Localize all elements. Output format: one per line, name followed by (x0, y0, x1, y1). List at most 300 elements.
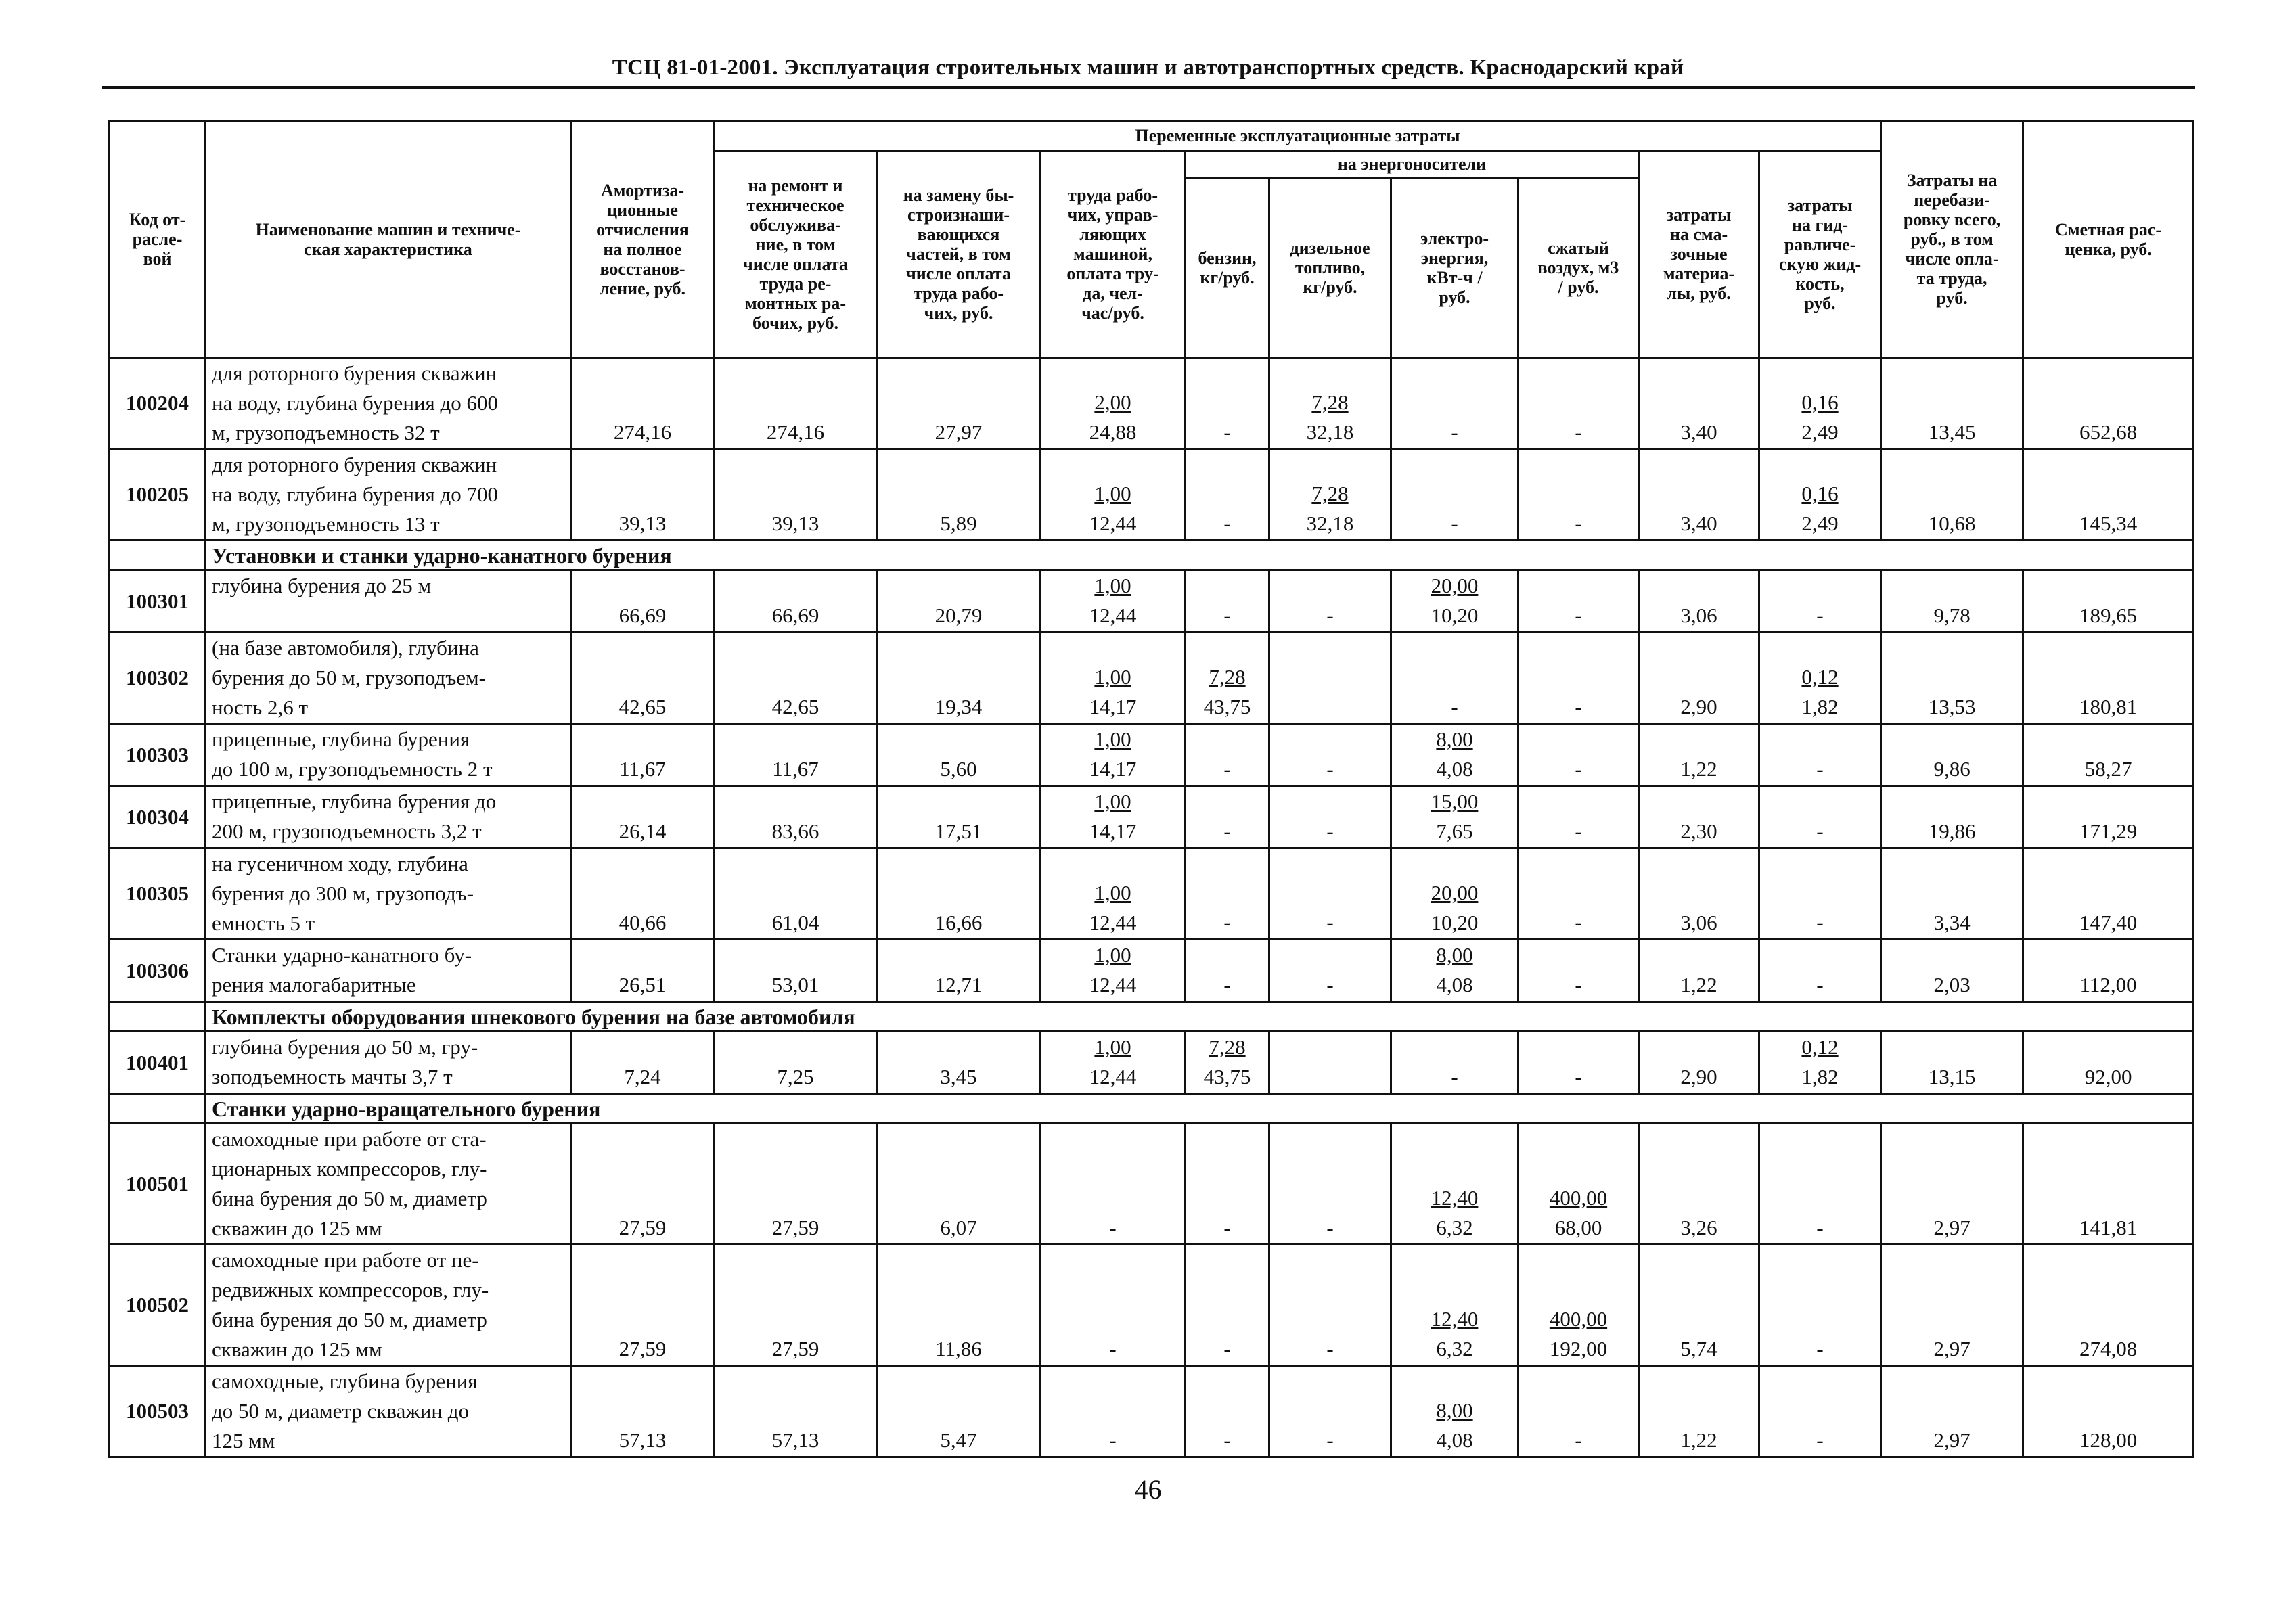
compressed-air-value-cost: 192,00 (1549, 1337, 1608, 1361)
document-title: ТСЦ 81-01-2001. Эксплуатация строительных машин и автотранспортных средств. Краснодарский край (612, 55, 1684, 80)
table-row (110, 449, 2194, 541)
section-code-cell (110, 1002, 206, 1032)
electricity-value (1391, 1032, 1518, 1094)
labor-value-cost: - (1109, 1337, 1117, 1361)
diesel-value (1269, 449, 1391, 541)
machine-description: самоходные, глубина бурения до 50 м, диаметр скважин до 125 мм (206, 1366, 571, 1457)
hydraulic-value (1759, 570, 1881, 633)
hydraulic-value-cost: 1,82 (1801, 695, 1839, 718)
section-row (110, 1002, 2194, 1032)
compressed-air-value-cost: 68,00 (1554, 1216, 1602, 1239)
wear-parts-value: 19,34 (877, 633, 1041, 724)
diesel-value-norm: 7,28 (1311, 390, 1349, 414)
hydraulic-value-norm: 0,12 (1801, 1035, 1839, 1059)
petrol-value-cost: - (1223, 511, 1231, 535)
petrol-value (1186, 724, 1269, 786)
rate-value: 128,00 (2023, 1366, 2194, 1457)
compressed-air-value-cost: - (1575, 911, 1582, 934)
labor-value-norm: 1,00 (1094, 727, 1131, 751)
transport-value: 19,86 (1881, 786, 2023, 848)
header-rate: Сметная рас- ценка, руб. (2023, 121, 2194, 358)
electricity-value (1391, 848, 1518, 940)
diesel-value (1269, 786, 1391, 848)
lubricants-value: 2,30 (1639, 786, 1759, 848)
electricity-value-cost: - (1451, 511, 1458, 535)
repair-value: 11,67 (715, 724, 877, 786)
amortization-value: 66,69 (571, 570, 715, 633)
electricity-value (1391, 940, 1518, 1002)
compressed-air-value (1518, 940, 1639, 1002)
section-heading: Комплекты оборудования шнекового бурения на базе автомобиля (206, 1002, 2194, 1032)
hydraulic-value-cost: - (1816, 973, 1824, 997)
labor-value-norm: 1,00 (1094, 665, 1131, 689)
petrol-value (1186, 570, 1269, 633)
hydraulic-value-norm: 0,16 (1801, 482, 1839, 505)
machine-code: 100501 (110, 1124, 206, 1245)
machine-code: 100204 (110, 358, 206, 449)
section-code-cell (110, 1094, 206, 1124)
petrol-value-cost: 43,75 (1203, 1065, 1251, 1089)
diesel-value (1269, 570, 1391, 633)
labor-value-norm: 2,00 (1094, 390, 1131, 414)
machine-description: для роторного бурения скважин на воду, глубина бурения до 700 м, грузоподъемность 13 т (206, 449, 571, 541)
labor-value-cost: 12,44 (1089, 973, 1137, 997)
diesel-value (1269, 724, 1391, 786)
electricity-value-cost: 4,08 (1436, 1428, 1473, 1452)
header-code: Код от- расле- вой (110, 121, 206, 358)
electricity-value (1391, 449, 1518, 541)
machine-description: самоходные при работе от ста- ционарных компрессоров, глу- бина бурения до 50 м, диаметр скважин до 125 мм (206, 1124, 571, 1245)
machine-code: 100302 (110, 633, 206, 724)
hydraulic-value-norm: 0,12 (1801, 665, 1839, 689)
machine-code: 100502 (110, 1245, 206, 1366)
diesel-value-cost: - (1326, 757, 1334, 781)
header-hydraulic: затраты на гид- равличе- скую жид- кость, руб. (1759, 151, 1881, 358)
transport-value: 2,97 (1881, 1124, 2023, 1245)
electricity-value-norm: 8,00 (1436, 943, 1473, 967)
diesel-value-cost: - (1326, 1337, 1334, 1361)
repair-value: 27,59 (715, 1124, 877, 1245)
electricity-value (1391, 786, 1518, 848)
petrol-value (1186, 1124, 1269, 1245)
diesel-value-norm: 7,28 (1311, 482, 1349, 505)
machine-description: на гусеничном ходу, глубина бурения до 300 м, грузоподъ- емность 5 т (206, 848, 571, 940)
diesel-value (1269, 1032, 1391, 1094)
repair-value: 27,59 (715, 1245, 877, 1366)
diesel-value-cost: - (1326, 819, 1334, 843)
petrol-value (1186, 786, 1269, 848)
diesel-value-cost: 32,18 (1306, 420, 1354, 444)
hydraulic-value (1759, 358, 1881, 449)
compressed-air-value (1518, 1245, 1639, 1366)
header-repair: на ремонт и техническое обслужива- ние, в том числе оплата труда ре- монтных ра- бочих, руб. (715, 151, 877, 358)
hydraulic-value-cost: - (1816, 1216, 1824, 1239)
labor-value (1041, 940, 1186, 1002)
repair-value: 61,04 (715, 848, 877, 940)
labor-value (1041, 848, 1186, 940)
amortization-value: 57,13 (571, 1366, 715, 1457)
header-petrol: бензин, кг/руб. (1186, 178, 1269, 358)
lubricants-value: 3,26 (1639, 1124, 1759, 1245)
wear-parts-value: 5,60 (877, 724, 1041, 786)
rate-value: 92,00 (2023, 1032, 2194, 1094)
lubricants-value: 5,74 (1639, 1245, 1759, 1366)
amortization-value: 274,16 (571, 358, 715, 449)
header-variable-costs: Переменные эксплуатационные затраты (715, 121, 1881, 151)
wear-parts-value: 17,51 (877, 786, 1041, 848)
hydraulic-value (1759, 1032, 1881, 1094)
wear-parts-value: 5,47 (877, 1366, 1041, 1457)
labor-value-cost: 14,17 (1089, 757, 1137, 781)
lubricants-value: 3,06 (1639, 848, 1759, 940)
petrol-value-cost: - (1223, 420, 1231, 444)
electricity-value-norm: 15,00 (1431, 790, 1479, 813)
hydraulic-value (1759, 449, 1881, 541)
rate-value: 171,29 (2023, 786, 2194, 848)
transport-value: 13,53 (1881, 633, 2023, 724)
compressed-air-value-norm: 400,00 (1549, 1186, 1608, 1210)
compressed-air-value-cost: - (1575, 757, 1582, 781)
labor-value-cost: 14,17 (1089, 819, 1137, 843)
labor-value-cost: 14,17 (1089, 695, 1137, 718)
electricity-value-cost: - (1451, 1065, 1458, 1089)
petrol-value-cost: - (1223, 1428, 1231, 1452)
compressed-air-value-cost: - (1575, 603, 1582, 627)
labor-value-norm: 1,00 (1094, 881, 1131, 905)
lubricants-value: 2,90 (1639, 1032, 1759, 1094)
hydraulic-value-norm: 0,16 (1801, 390, 1839, 414)
amortization-value: 11,67 (571, 724, 715, 786)
section-row (110, 1094, 2194, 1124)
diesel-value (1269, 848, 1391, 940)
header-lubricants: затраты на сма- зочные материа- лы, руб. (1639, 151, 1759, 358)
labor-value-norm: 1,00 (1094, 943, 1131, 967)
machine-code: 100305 (110, 848, 206, 940)
diesel-value-cost: - (1326, 1216, 1334, 1239)
petrol-value (1186, 449, 1269, 541)
petrol-value (1186, 358, 1269, 449)
lubricants-value: 1,22 (1639, 940, 1759, 1002)
compressed-air-value (1518, 358, 1639, 449)
hydraulic-value-cost: - (1816, 757, 1824, 781)
compressed-air-value-cost: - (1575, 420, 1582, 444)
transport-value: 3,34 (1881, 848, 2023, 940)
labor-value-norm: 1,00 (1094, 574, 1131, 597)
compressed-air-value-cost: - (1575, 511, 1582, 535)
header-compressed-air: сжатый воздух, м3 / руб. (1518, 178, 1639, 358)
electricity-value (1391, 1245, 1518, 1366)
wear-parts-value: 20,79 (877, 570, 1041, 633)
machine-description: для роторного бурения скважин на воду, глубина бурения до 600 м, грузоподъемность 32 т (206, 358, 571, 449)
machine-description: глубина бурения до 25 м (206, 570, 571, 633)
table-row (110, 1366, 2194, 1457)
electricity-value (1391, 724, 1518, 786)
machine-description: прицепные, глубина бурения до 100 м, грузоподъемность 2 т (206, 724, 571, 786)
hydraulic-value (1759, 724, 1881, 786)
labor-value (1041, 633, 1186, 724)
diesel-value-cost: - (1326, 603, 1334, 627)
table-row (110, 1124, 2194, 1245)
petrol-value-cost: - (1223, 1216, 1231, 1239)
diesel-value-cost: 32,18 (1306, 511, 1354, 535)
transport-value: 13,45 (1881, 358, 2023, 449)
amortization-value: 26,51 (571, 940, 715, 1002)
repair-value: 53,01 (715, 940, 877, 1002)
table-row (110, 940, 2194, 1002)
hydraulic-value-cost: - (1816, 1337, 1824, 1361)
machine-code: 100303 (110, 724, 206, 786)
header-electricity: электро- энергия, кВт-ч / руб. (1391, 178, 1518, 358)
hydraulic-value-cost: 2,49 (1801, 511, 1839, 535)
electricity-value-cost: 10,20 (1431, 911, 1479, 934)
transport-value: 9,78 (1881, 570, 2023, 633)
repair-value: 42,65 (715, 633, 877, 724)
labor-value (1041, 1245, 1186, 1366)
machine-description: прицепные, глубина бурения до 200 м, грузоподъемность 3,2 т (206, 786, 571, 848)
table-row (110, 786, 2194, 848)
labor-value-cost: - (1109, 1428, 1117, 1452)
hydraulic-value (1759, 940, 1881, 1002)
labor-value (1041, 1366, 1186, 1457)
electricity-value-cost: 10,20 (1431, 603, 1479, 627)
table-body (110, 358, 2194, 1457)
hydraulic-value (1759, 633, 1881, 724)
compressed-air-value (1518, 1124, 1639, 1245)
electricity-value-norm: 8,00 (1436, 727, 1473, 751)
diesel-value-cost: - (1326, 911, 1334, 934)
transport-value: 2,97 (1881, 1245, 2023, 1366)
petrol-value (1186, 633, 1269, 724)
table-row (110, 1032, 2194, 1094)
rate-value: 180,81 (2023, 633, 2194, 724)
wear-parts-value: 16,66 (877, 848, 1041, 940)
diesel-value (1269, 940, 1391, 1002)
electricity-value-norm: 20,00 (1431, 574, 1479, 597)
diesel-value-cost: - (1326, 1428, 1334, 1452)
electricity-value-norm: 20,00 (1431, 881, 1479, 905)
petrol-value-norm: 7,28 (1209, 665, 1246, 689)
table-row (110, 848, 2194, 940)
petrol-value (1186, 848, 1269, 940)
diesel-value (1269, 633, 1391, 724)
rate-value: 189,65 (2023, 570, 2194, 633)
petrol-value-cost: - (1223, 757, 1231, 781)
electricity-value (1391, 1124, 1518, 1245)
table-row (110, 570, 2194, 633)
lubricants-value: 2,90 (1639, 633, 1759, 724)
diesel-value (1269, 1366, 1391, 1457)
labor-value (1041, 724, 1186, 786)
electricity-value (1391, 633, 1518, 724)
header-wear-parts: на замену бы- строизнаши- вающихся частей, в том числе оплата труда рабо- чих, руб. (877, 151, 1041, 358)
header-energy: на энергоносители (1186, 151, 1639, 178)
hydraulic-value-cost: - (1816, 911, 1824, 934)
page-number: 46 (1134, 1474, 1162, 1505)
wear-parts-value: 12,71 (877, 940, 1041, 1002)
labor-value (1041, 1032, 1186, 1094)
section-heading: Станки ударно-вращательного бурения (206, 1094, 2194, 1124)
electricity-value-cost: - (1451, 695, 1458, 718)
electricity-value-cost: 7,65 (1436, 819, 1473, 843)
amortization-value: 26,14 (571, 786, 715, 848)
table-row (110, 1245, 2194, 1366)
transport-value: 2,97 (1881, 1366, 2023, 1457)
header-name: Наименование машин и техниче- ская характеристика (206, 121, 571, 358)
machine-description: самоходные при работе от пе- редвижных компрессоров, глу- бина бурения до 50 м, диаметр скважин до 125 мм (206, 1245, 571, 1366)
electricity-value-cost: 6,32 (1436, 1337, 1473, 1361)
diesel-value (1269, 1245, 1391, 1366)
table-row (110, 633, 2194, 724)
labor-value-cost: - (1109, 1216, 1117, 1239)
labor-value (1041, 358, 1186, 449)
machine-code: 100306 (110, 940, 206, 1002)
diesel-value-cost: - (1326, 973, 1334, 997)
labor-value-cost: 12,44 (1089, 1065, 1137, 1089)
transport-value: 13,15 (1881, 1032, 2023, 1094)
hydraulic-value-cost: 1,82 (1801, 1065, 1839, 1089)
wear-parts-value: 11,86 (877, 1245, 1041, 1366)
electricity-value-cost: - (1451, 420, 1458, 444)
petrol-value-norm: 7,28 (1209, 1035, 1246, 1059)
hydraulic-value (1759, 848, 1881, 940)
petrol-value (1186, 1245, 1269, 1366)
amortization-value: 39,13 (571, 449, 715, 541)
labor-value-cost: 24,88 (1089, 420, 1137, 444)
machine-code: 100205 (110, 449, 206, 541)
compressed-air-value-cost: - (1575, 1065, 1582, 1089)
electricity-value (1391, 1366, 1518, 1457)
wear-parts-value: 6,07 (877, 1124, 1041, 1245)
labor-value (1041, 1124, 1186, 1245)
machine-code: 100401 (110, 1032, 206, 1094)
amortization-value: 27,59 (571, 1124, 715, 1245)
machine-code: 100304 (110, 786, 206, 848)
labor-value (1041, 449, 1186, 541)
petrol-value-cost: - (1223, 1337, 1231, 1361)
labor-value-norm: 1,00 (1094, 1035, 1131, 1059)
header-transport: Затраты на перебази- ровку всего, руб., в том числе опла- та труда, руб. (1881, 121, 2023, 358)
table-header (110, 121, 2194, 358)
section-row (110, 541, 2194, 570)
transport-value: 9,86 (1881, 724, 2023, 786)
lubricants-value: 3,40 (1639, 449, 1759, 541)
repair-value: 7,25 (715, 1032, 877, 1094)
compressed-air-value (1518, 449, 1639, 541)
hydraulic-value-cost: - (1816, 1428, 1824, 1452)
hydraulic-value-cost: 2,49 (1801, 420, 1839, 444)
electricity-value-norm: 12,40 (1431, 1186, 1479, 1210)
compressed-air-value (1518, 633, 1639, 724)
compressed-air-value (1518, 1032, 1639, 1094)
wear-parts-value: 5,89 (877, 449, 1041, 541)
electricity-value (1391, 570, 1518, 633)
repair-value: 39,13 (715, 449, 877, 541)
hydraulic-value (1759, 1366, 1881, 1457)
hydraulic-value (1759, 786, 1881, 848)
labor-value (1041, 570, 1186, 633)
lubricants-value: 1,22 (1639, 724, 1759, 786)
lubricants-value: 1,22 (1639, 1366, 1759, 1457)
petrol-value (1186, 1366, 1269, 1457)
amortization-value: 42,65 (571, 633, 715, 724)
hydraulic-value (1759, 1245, 1881, 1366)
electricity-value-cost: 6,32 (1436, 1216, 1473, 1239)
labor-value-norm: 1,00 (1094, 790, 1131, 813)
petrol-value-cost: - (1223, 603, 1231, 627)
wear-parts-value: 3,45 (877, 1032, 1041, 1094)
compressed-air-value (1518, 570, 1639, 633)
machine-description: глубина бурения до 50 м, гру- зоподъемность мачты 3,7 т (206, 1032, 571, 1094)
compressed-air-value-cost: - (1575, 1428, 1582, 1452)
repair-value: 274,16 (715, 358, 877, 449)
compressed-air-value (1518, 1366, 1639, 1457)
rate-value: 112,00 (2023, 940, 2194, 1002)
compressed-air-value (1518, 848, 1639, 940)
labor-value (1041, 786, 1186, 848)
labor-value-cost: 12,44 (1089, 911, 1137, 934)
machine-description: Станки ударно-канатного бу- рения малогабаритные (206, 940, 571, 1002)
diesel-value (1269, 358, 1391, 449)
rate-value: 652,68 (2023, 358, 2194, 449)
electricity-value-norm: 8,00 (1436, 1398, 1473, 1422)
table-row (110, 358, 2194, 449)
amortization-value: 7,24 (571, 1032, 715, 1094)
table-row (110, 724, 2194, 786)
petrol-value (1186, 940, 1269, 1002)
petrol-value-cost: - (1223, 973, 1231, 997)
machine-description: (на базе автомобиля), глубина бурения до 50 м, грузоподъем- ность 2,6 т (206, 633, 571, 724)
header-diesel: дизельное топливо, кг/руб. (1269, 178, 1391, 358)
petrol-value-cost: - (1223, 819, 1231, 843)
rate-value: 145,34 (2023, 449, 2194, 541)
header-amortization: Амортиза- ционные отчисления на полное восстанов- ление, руб. (571, 121, 715, 358)
compressed-air-value (1518, 724, 1639, 786)
petrol-value-cost: - (1223, 911, 1231, 934)
lubricants-value: 3,06 (1639, 570, 1759, 633)
electricity-value-cost: 4,08 (1436, 973, 1473, 997)
labor-value-cost: 12,44 (1089, 603, 1137, 627)
rate-value: 147,40 (2023, 848, 2194, 940)
machine-code: 100503 (110, 1366, 206, 1457)
transport-value: 2,03 (1881, 940, 2023, 1002)
electricity-value-cost: 4,08 (1436, 757, 1473, 781)
compressed-air-value-norm: 400,00 (1549, 1307, 1608, 1331)
compressed-air-value (1518, 786, 1639, 848)
amortization-value: 40,66 (571, 848, 715, 940)
diesel-value (1269, 1124, 1391, 1245)
section-heading: Установки и станки ударно-канатного бурения (206, 541, 2194, 570)
header-labor: труда рабо- чих, управ- ляющих машиной, оплата тру- да, чел- час/руб. (1041, 151, 1186, 358)
labor-value-cost: 12,44 (1089, 511, 1137, 535)
repair-value: 66,69 (715, 570, 877, 633)
repair-value: 57,13 (715, 1366, 877, 1457)
electricity-value (1391, 358, 1518, 449)
lubricants-value: 3,40 (1639, 358, 1759, 449)
compressed-air-value-cost: - (1575, 973, 1582, 997)
wear-parts-value: 27,97 (877, 358, 1041, 449)
labor-value-norm: 1,00 (1094, 482, 1131, 505)
petrol-value (1186, 1032, 1269, 1094)
hydraulic-value-cost: - (1816, 603, 1824, 627)
hydraulic-value-cost: - (1816, 819, 1824, 843)
electricity-value-norm: 12,40 (1431, 1307, 1479, 1331)
petrol-value-cost: 43,75 (1203, 695, 1251, 718)
machine-code: 100301 (110, 570, 206, 633)
repair-value: 83,66 (715, 786, 877, 848)
amortization-value: 27,59 (571, 1245, 715, 1366)
compressed-air-value-cost: - (1575, 695, 1582, 718)
section-code-cell (110, 541, 206, 570)
